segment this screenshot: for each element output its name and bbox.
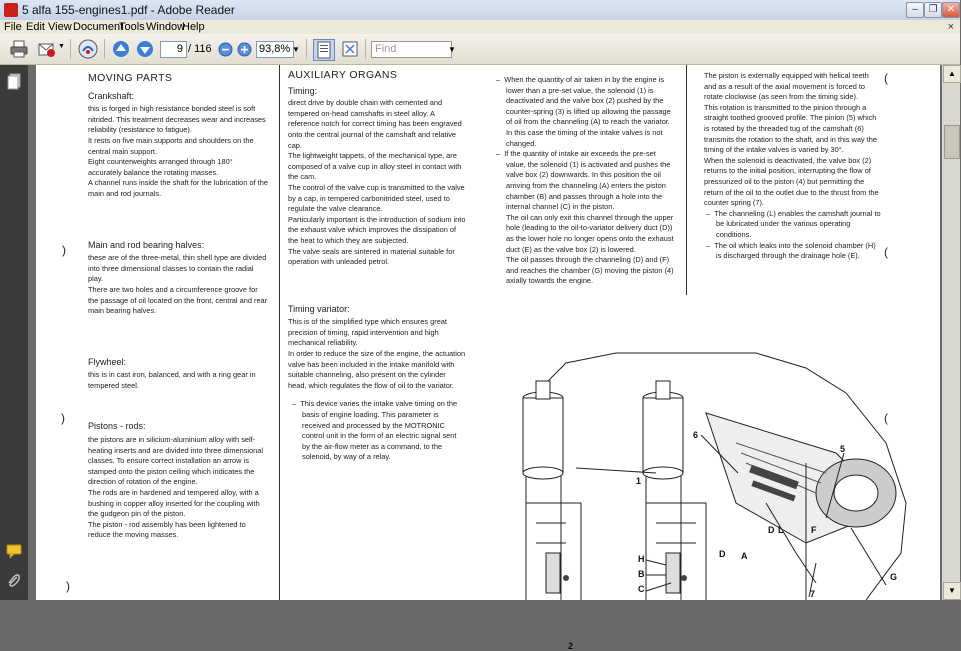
collaborate-icon[interactable] — [78, 39, 98, 59]
paragraph: The oil passes through the channeling (D) and (F) and reaches the chamber (G) moving the piston (4) axially towards the engine. — [506, 255, 674, 286]
paragraph: this is forged in high resistance bonded steel is soft nitrided. This treatment decreases wear and increases reliability (resistance to fatigue). — [88, 104, 266, 135]
heading-auxiliary-organs: AUXILIARY ORGANS — [288, 69, 398, 81]
zoom-level-input[interactable]: 93,8% — [256, 41, 294, 58]
attachments-panel-icon[interactable] — [6, 573, 22, 589]
paragraph: Particularly important is the introduction of sodium into the exhaust valve which improves the dissipation of the heat to which they are subjected. — [288, 214, 466, 245]
navigation-pane — [0, 65, 28, 600]
paragraph: It rests on five main supports and shoulders on the central main support. — [88, 135, 254, 156]
page-count: / 116 — [188, 43, 212, 55]
print-icon[interactable] — [10, 40, 28, 58]
column-variator-continued — [704, 71, 882, 262]
email-icon[interactable] — [38, 40, 56, 58]
vertical-scrollbar[interactable] — [942, 65, 960, 600]
paragraph: A channel runs inside the shaft for the lubrication of the main and rod journals. — [88, 178, 268, 198]
restore-button[interactable]: ❐ — [924, 2, 942, 18]
diagram-label: H — [638, 554, 645, 564]
bullet-paragraph: – This device varies the intake valve timing on the basis of engine loading. This parameter is received and processed by the MOTRONIC control unit in the form of an electric signal sent by the air-flow meter as a command, to the solenoid, by way of a relay. — [292, 399, 458, 462]
zoom-in-icon[interactable] — [237, 42, 252, 57]
comments-panel-icon[interactable] — [6, 543, 22, 559]
paragraph: The piston - rod assembly has been lightened to reduce the moving masses. — [88, 519, 246, 540]
diagram-label: C — [638, 584, 645, 594]
paragraph: this is in cast iron, balanced, and with a ring gear in tempered steel. — [88, 370, 256, 390]
paragraph: The valve seals are sintered in material suitable for operation with unleaded petrol. — [288, 246, 455, 267]
zoom-out-icon[interactable] — [218, 42, 233, 57]
diagram-label: L — [778, 525, 784, 535]
bullet-text: This device varies the intake valve timing on the basis of engine loading. This parameter is received and processed by the MOTRONIC control unit in the form of an electric signal sent by the air-flow meter as a command, to the solenoid, by way of a relay. — [300, 399, 458, 462]
menu-help[interactable]: Help — [182, 21, 205, 33]
scrollbar-thumb[interactable] — [944, 125, 960, 159]
toolbar-separator — [365, 39, 366, 59]
diagram-label: D — [768, 525, 775, 535]
title-bar — [0, 0, 960, 21]
paragraph: The oil can only exit this channel through the upper hole (leading to the oil-to-variator delivery duct (D)) as the lower hole no longer opens onto the exhaust duct (E) as the valve box (2) is lowered. — [506, 212, 674, 254]
bullet-paragraph: – If the quantity of intake air exceeds the pre-set value, the solenoid (1) is activated and pushes the valve box (2) downwards. In this position the oil arriving from the channeling (A) enters the piston chamber (B) and passes through a hole into the internal channel (C) in the piston. — [496, 149, 671, 212]
scan-mark: ) — [66, 579, 70, 593]
adobe-reader-icon — [4, 3, 18, 17]
menu-document[interactable]: Document — [73, 21, 124, 33]
subheading-timing: Timing: — [288, 85, 318, 96]
pdf-page — [36, 65, 940, 651]
diagram-drawing — [506, 353, 911, 600]
column-auxiliary-organs — [288, 70, 466, 463]
scan-mark: ( — [884, 411, 888, 425]
menu-tools[interactable]: Tools — [119, 21, 145, 33]
diagram-label: 6 — [693, 430, 699, 440]
paragraph: The rods are in hardened and tempered alloy, with a bushing in copper alloy inserted for the coupling with the gudgeon pin of the piston. — [88, 488, 260, 519]
next-page-icon[interactable] — [136, 40, 154, 58]
toolbar-separator — [306, 39, 307, 59]
column-moving-parts — [88, 73, 268, 541]
menu-file[interactable]: File — [4, 21, 22, 33]
diagram-label: A — [741, 551, 748, 561]
scan-mark: ( — [884, 245, 888, 259]
bullet-paragraph: – The channeling (L) enables the camshaft journal to be lubricated under the various operating conditions. — [706, 208, 881, 239]
paragraph: When the solenoid is deactivated, the valve box (2) returns to the initial position, interrupting the flow of pressurized oil to the piston (4) but permitting the return of the oil to the outlet due to the thrust from the counter spring (7). — [704, 155, 879, 208]
toolbar — [0, 34, 960, 65]
scan-mark: ( — [884, 71, 888, 85]
subheading-crankshaft: Crankshaft: — [88, 90, 135, 101]
subheading-pistons-rods: Pistons - rods: — [88, 421, 146, 432]
scan-mark: ) — [62, 243, 66, 257]
bullet-paragraph: – The oil which leaks into the solenoid chamber (H) is discharged through the drainage hole (E). — [706, 240, 876, 261]
paragraph: In this case the timing of the intake valves is not changed. — [506, 127, 663, 148]
paragraph: the pistons are in silicium-aluminium alloy with self-heating inserts and are divided into three dimensional classes. To ensure correct installation an arrow is stamped onto the piston ceiling which indicates the direction of rotation of the engine. — [88, 435, 264, 487]
diagram-label: 7 — [810, 589, 816, 599]
bullet-text: If the quantity of intake air exceeds the pre-set value, the solenoid (1) is activated and pushes the valve box (2) downwards. In this position the oil arriving from the channeling (A) enters the piston chamber (B) and passes through a hole into the internal channel (C) in the piston. — [504, 149, 671, 212]
find-input[interactable]: Find — [371, 41, 452, 58]
menu-bar — [0, 20, 960, 34]
bullet-text: When the quantity of air taken in by the engine is lower than a pre-set value, the solenoid (1) is deactivated and the valve box (2) pushed by the counter-spring (3) is lifted up allowing the passage of oil from the channeling (A) to reach the variator. — [504, 75, 671, 127]
timing-variator-diagram — [506, 353, 911, 651]
menu-window[interactable]: Window — [146, 21, 186, 33]
zoom-dropdown-icon[interactable]: ▼ — [292, 45, 300, 54]
subheading-flywheel: Flywheel: — [88, 356, 127, 367]
diagram-label: 2 — [568, 641, 574, 651]
fit-width-scrolling-icon[interactable] — [313, 39, 335, 61]
paragraph: The piston is externally equipped with helical teeth and as a result of the axial movement is forced to rotate clockwise (as seen from the timing side). — [704, 71, 869, 102]
page-number-input[interactable]: 9 — [160, 41, 187, 58]
close-button[interactable]: ✕ — [942, 2, 960, 18]
toolbar-separator — [104, 39, 105, 59]
subheading-timing-variator: Timing variator: — [288, 303, 350, 314]
paragraph: these are of the three-metal, thin shell type are divided into three dimensional classes to contain the radial play. — [88, 253, 267, 284]
window-title: 5 alfa 155-engines1.pdf - Adobe Reader — [22, 3, 235, 17]
scroll-down-button[interactable]: ▼ — [943, 582, 961, 600]
paragraph: Eight counterweights arranged through 180° accurately balance the rotating masses. — [88, 157, 233, 177]
heading-moving-parts: MOVING PARTS — [88, 72, 173, 84]
minimize-button[interactable]: – — [906, 2, 924, 18]
paragraph: This rotation is transmitted to the pinion through a straight toothed grooved profile. The pinion (5) which is rotated by the threaded tug of the camshaft (6) transmits the rotation to the shaft, and in this way the timing of the intake valves is varied by 30°. — [704, 102, 877, 155]
diagram-label: D — [719, 549, 726, 559]
paragraph: There are two holes and a circumference groove for the passage of oil located on the front, central and rear main bearing halves. — [88, 284, 268, 316]
column-variator-operation — [494, 75, 674, 287]
menu-view[interactable]: View — [48, 21, 72, 33]
pages-panel-icon[interactable] — [6, 73, 22, 89]
diagram-label: G — [890, 572, 898, 582]
subheading-bearing-halves: Main and rod bearing halves: — [88, 239, 205, 250]
diagram-label: F — [811, 525, 817, 535]
paragraph: The control of the valve cup is transmitted to the valve by a cap, in tempered carbonitrided steel, used to regulate the valve clearance. — [288, 182, 465, 214]
diagram-label: 5 — [840, 444, 846, 454]
paragraph: direct drive by double chain with cemented and tempered on-head camshafts in steel alloy. A reference notch for correct timing has been engraved onto the central journal of the camshaft and relative cap. — [288, 98, 462, 150]
paragraph: In order to reduce the size of the engine, the actuation valve has been included in the intake manifold with suitable channeling, also present on the cylinder head, which regulates the flow of oil to the variator. — [288, 349, 466, 390]
previous-page-icon[interactable] — [112, 40, 130, 58]
bullet-paragraph: – When the quantity of air taken in by the engine is lower than a pre-set value, the solenoid (1) is deactivated and the valve box (2) pushed by the counter-spring (3) is lifted up allowing the passage of oil from the channeling (A) to reach the variator. — [496, 75, 671, 127]
column-divider — [686, 65, 687, 295]
bullet-text: The channeling (L) enables the camshaft journal to be lubricated under the various operating conditions. — [714, 208, 881, 239]
scroll-up-button[interactable]: ▲ — [943, 65, 961, 83]
close-document-button[interactable]: × — [947, 21, 954, 33]
email-dropdown-icon[interactable]: ▼ — [58, 43, 65, 50]
column-divider — [279, 65, 280, 600]
paragraph: The lightweight tappets, of the mechanical type, are composed of a valve cup in alloy steel in contact with the cam. — [288, 151, 462, 182]
toolbar-separator — [70, 39, 71, 59]
full-screen-icon[interactable] — [340, 39, 360, 59]
bullet-text: The oil which leaks into the solenoid chamber (H) is discharged through the drainage hole (E). — [714, 240, 876, 261]
diagram-label: 1 — [636, 476, 642, 486]
menu-edit[interactable]: Edit — [26, 21, 45, 33]
diagram-label: B — [638, 569, 645, 579]
paragraph: This is of the simplified type which ensures great precision of timing, rapid intervention and high mechanical reliability. — [288, 317, 447, 348]
scan-mark: ) — [61, 411, 65, 425]
find-dropdown-icon[interactable]: ▼ — [448, 45, 456, 54]
